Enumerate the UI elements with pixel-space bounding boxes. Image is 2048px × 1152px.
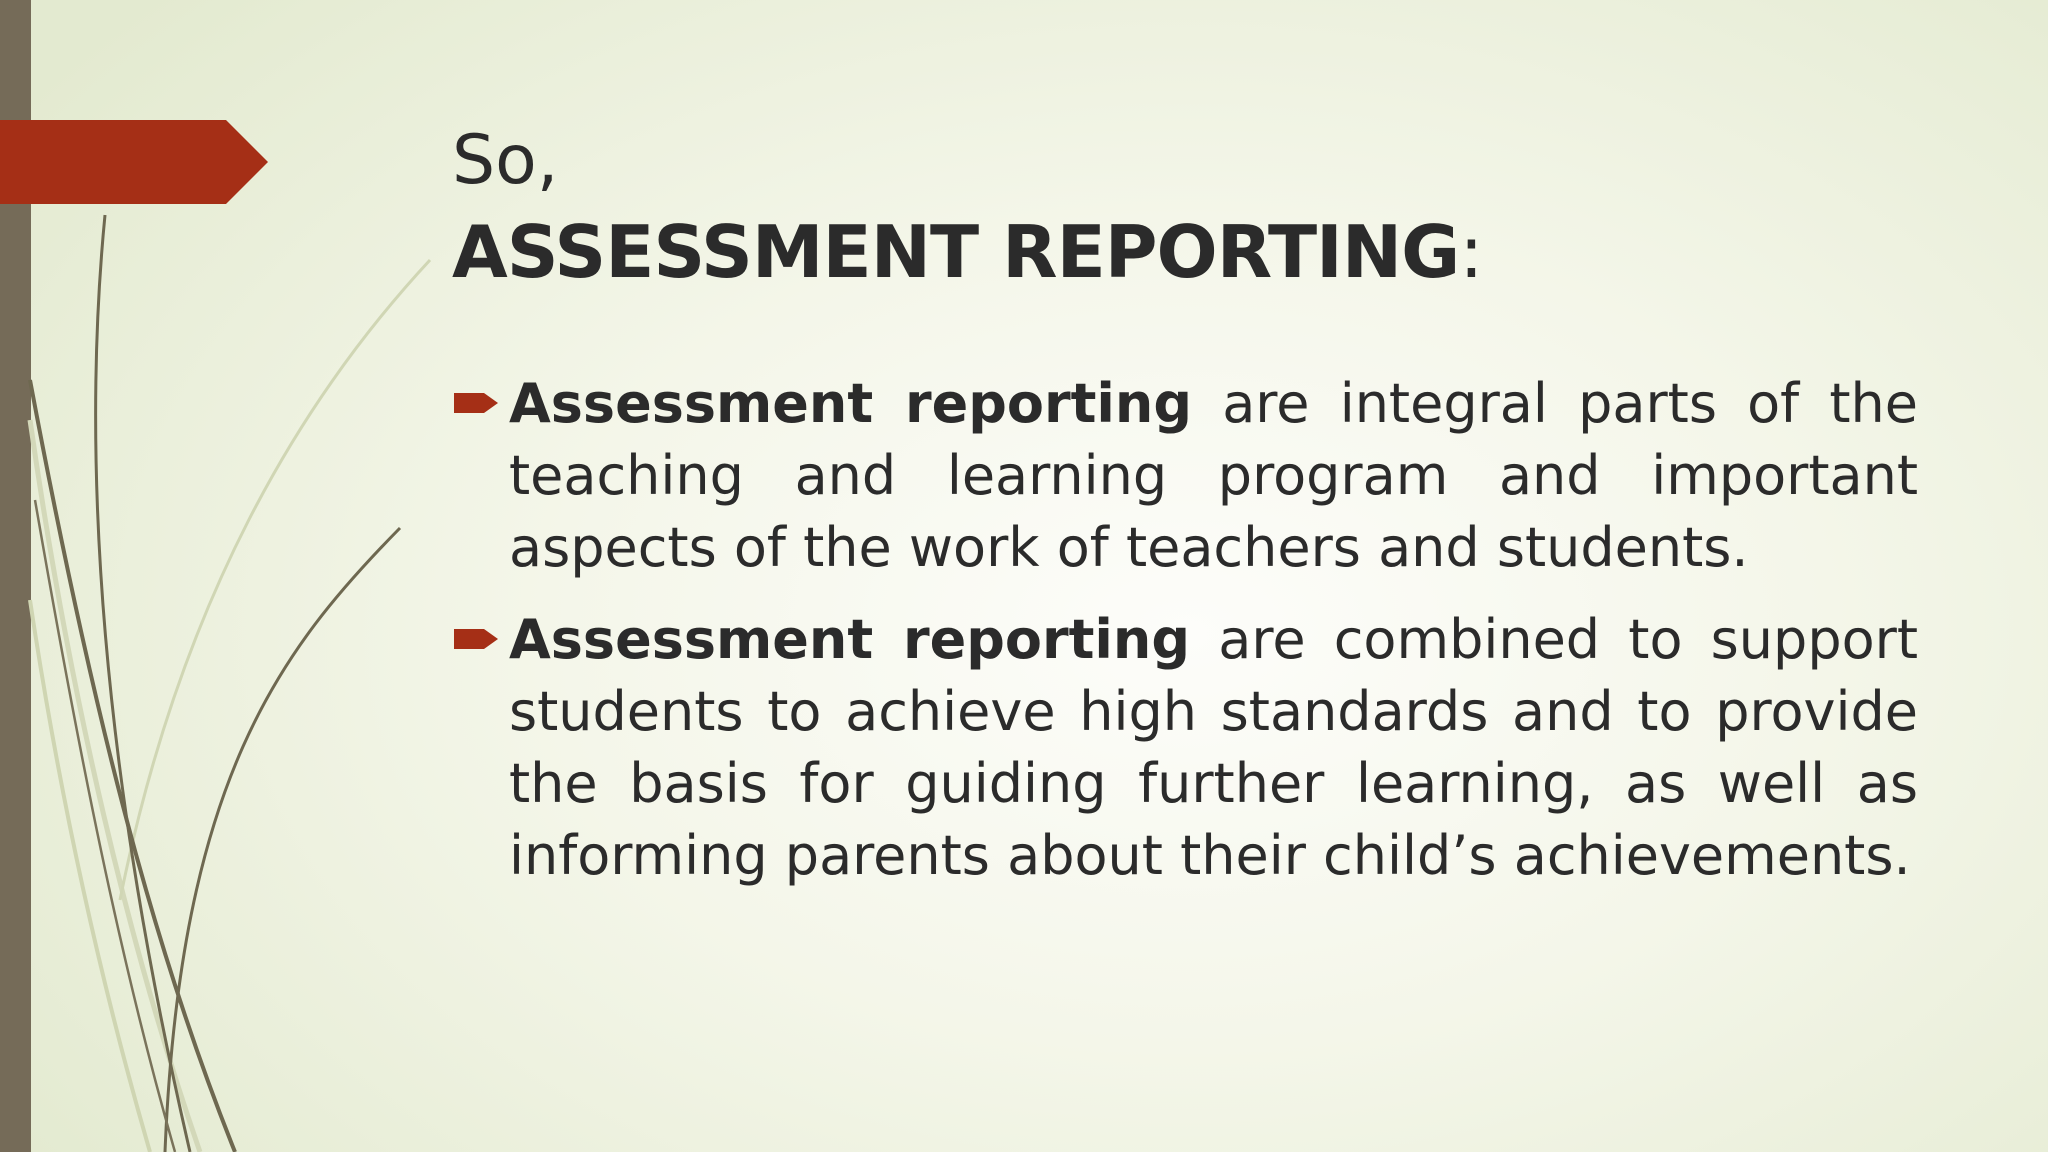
title-line-2 bbox=[452, 204, 1952, 300]
bullet-item-2 bbox=[452, 604, 1918, 892]
bullet-list bbox=[452, 368, 1918, 912]
title-main: ASSESSMENT REPORTING bbox=[452, 210, 1460, 294]
title-line-1: So, bbox=[452, 121, 559, 200]
bullet-lead: Assessment reporting bbox=[509, 372, 1193, 435]
arrow-bullet-icon bbox=[454, 390, 500, 416]
slide-title bbox=[452, 118, 1952, 300]
title-arrow-tab bbox=[0, 120, 268, 204]
bullet-text: are integral parts of the teaching and learning program and important aspects of the work of teachers and students. bbox=[509, 372, 1918, 579]
bullet-lead: Assessment reporting bbox=[509, 608, 1191, 671]
arrow-bullet-icon bbox=[454, 626, 500, 652]
bullet-text: are combined to support students to achieve high standards and to provide the basis for guiding further learning, as well as informing parents about their child’s achievements. bbox=[509, 608, 1919, 887]
bullet-item-1 bbox=[452, 368, 1918, 584]
title-suffix: : bbox=[1459, 210, 1483, 294]
